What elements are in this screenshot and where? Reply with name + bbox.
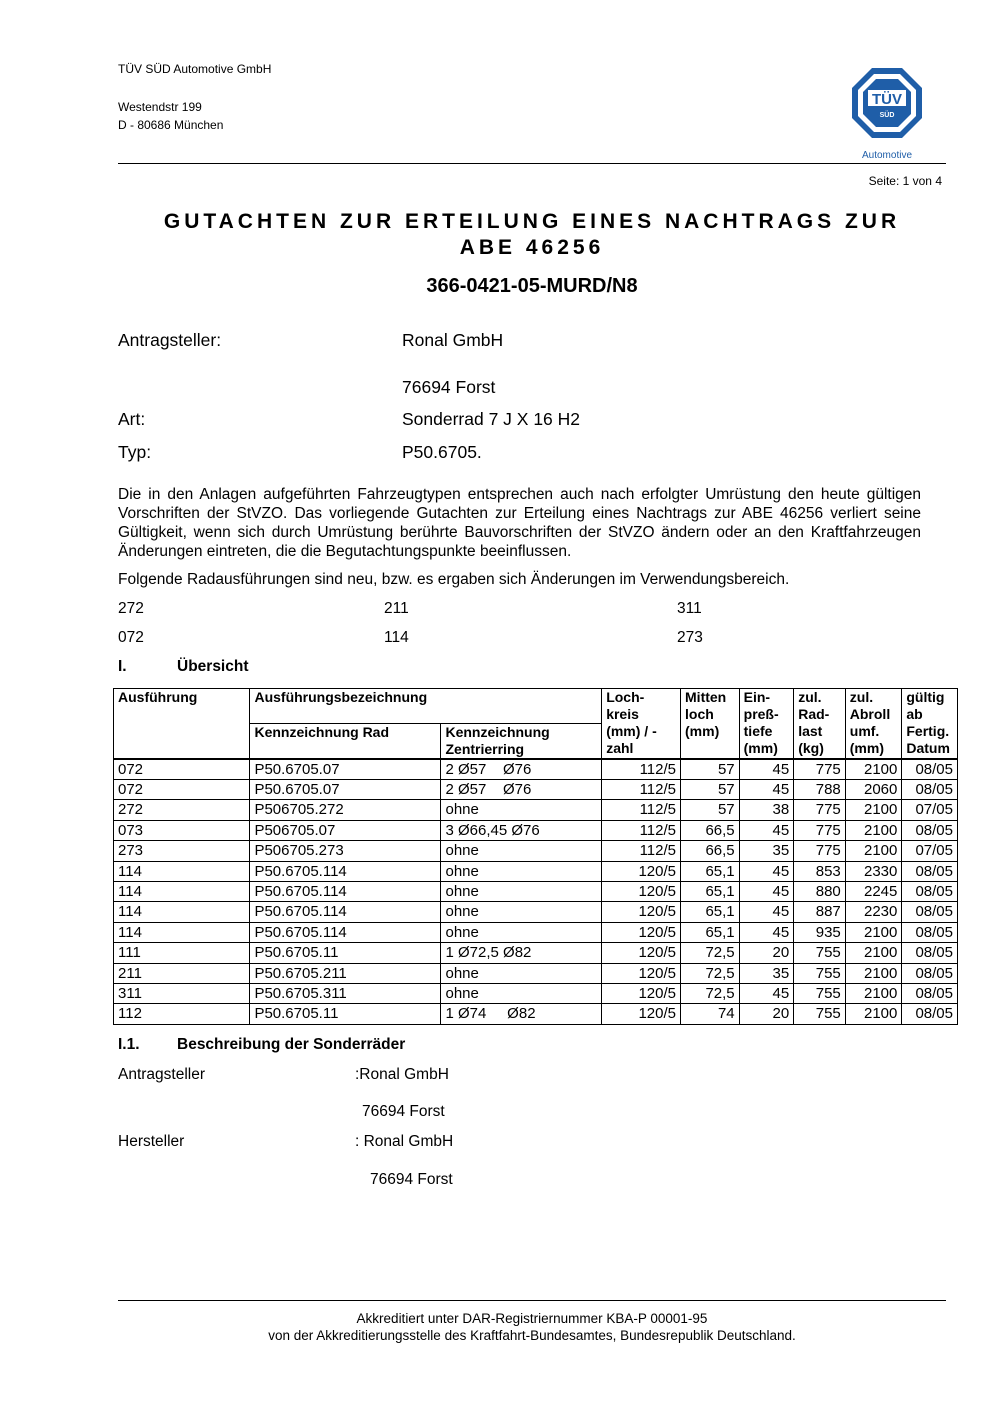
cell-kennzeichnung-zentrierring: ohne (441, 800, 602, 820)
section-1-1-number: I.1. (118, 1036, 140, 1053)
typ-value: P50.6705. (402, 442, 482, 462)
cell-kennzeichnung-zentrierring: 2 Ø57 Ø76 (441, 780, 602, 800)
cell-lochkreis: 120/5 (602, 983, 681, 1003)
cell-kennzeichnung-zentrierring: ohne (441, 861, 602, 881)
footer-divider (118, 1300, 946, 1301)
cell-mittenloch: 65,1 (681, 902, 740, 922)
cell-kennzeichnung-rad: P50.6705.114 (250, 922, 441, 942)
cell-mittenloch: 65,1 (681, 861, 740, 881)
cell-radlast: 755 (794, 963, 846, 983)
cell-abrollumfang: 2230 (845, 902, 902, 922)
table-row (114, 1004, 958, 1024)
cell-ausfuehrung: 273 (114, 841, 250, 861)
cell-radlast: 755 (794, 1004, 846, 1024)
col-header-bezeichnung: Ausführungsbezeichnung (250, 689, 602, 724)
cell-kennzeichnung-rad: P50.6705.114 (250, 881, 441, 901)
cell-radlast: 887 (794, 902, 846, 922)
company-city: D - 80686 München (118, 118, 224, 132)
cell-kennzeichnung-zentrierring: 3 Ø66,45 Ø76 (441, 820, 602, 840)
cell-gueltig: 08/05 (902, 820, 958, 840)
cell-kennzeichnung-zentrierring: ohne (441, 881, 602, 901)
cell-mittenloch: 57 (681, 759, 740, 780)
changes-value: 211 (384, 600, 409, 617)
cell-radlast: 775 (794, 800, 846, 820)
cell-gueltig: 08/05 (902, 963, 958, 983)
cell-einpresstiefe: 45 (739, 759, 794, 780)
tuev-octagon-icon (850, 66, 924, 162)
company-name: TÜV SÜD Automotive GmbH (118, 62, 272, 76)
table-row (114, 922, 958, 942)
cell-radlast: 935 (794, 922, 846, 942)
title-line-2: ABE 46256 (459, 236, 605, 259)
cell-mittenloch: 65,1 (681, 922, 740, 942)
cell-ausfuehrung: 112 (114, 1004, 250, 1024)
document-title (118, 209, 946, 261)
desc-hersteller-city: 76694 Forst (370, 1171, 453, 1188)
overview-table (113, 688, 958, 1025)
cell-lochkreis: 112/5 (602, 780, 681, 800)
cell-einpresstiefe: 45 (739, 780, 794, 800)
cell-ausfuehrung: 114 (114, 881, 250, 901)
cell-kennzeichnung-rad: P506705.273 (250, 841, 441, 861)
table-row (114, 983, 958, 1003)
cell-abrollumfang: 2245 (845, 881, 902, 901)
cell-ausfuehrung: 072 (114, 759, 250, 780)
cell-kennzeichnung-rad: P506705.272 (250, 800, 441, 820)
cell-einpresstiefe: 35 (739, 963, 794, 983)
table-row (114, 943, 958, 963)
section-1-1-title: Beschreibung der Sonderräder (177, 1036, 406, 1053)
cell-einpresstiefe: 45 (739, 922, 794, 942)
cell-kennzeichnung-rad: P50.6705.11 (250, 1004, 441, 1024)
cell-ausfuehrung: 072 (114, 780, 250, 800)
changes-value: 272 (118, 600, 144, 617)
cell-kennzeichnung-zentrierring: 2 Ø57 Ø76 (441, 759, 602, 780)
col-header-kennzeichnung-zentrierring: Kennzeichnung Zentrierring (441, 724, 602, 760)
cell-kennzeichnung-rad: P50.6705.07 (250, 759, 441, 780)
desc-antragsteller-label: Antragsteller (118, 1066, 206, 1083)
cell-kennzeichnung-zentrierring: ohne (441, 902, 602, 922)
cell-radlast: 853 (794, 861, 846, 881)
cell-einpresstiefe: 45 (739, 983, 794, 1003)
cell-radlast: 788 (794, 780, 846, 800)
page-indicator: Seite: 1 von 4 (868, 174, 942, 188)
col-header-gueltig: gültig ab Fertig. Datum (902, 689, 958, 760)
cell-einpresstiefe: 20 (739, 943, 794, 963)
cell-ausfuehrung: 272 (114, 800, 250, 820)
col-header-einpresstiefe: Ein- preß- tiefe (mm) (739, 689, 794, 760)
cell-gueltig: 08/05 (902, 759, 958, 780)
changes-value: 072 (118, 629, 144, 646)
cell-abrollumfang: 2100 (845, 759, 902, 780)
cell-lochkreis: 120/5 (602, 1004, 681, 1024)
cell-kennzeichnung-rad: P50.6705.07 (250, 780, 441, 800)
cell-lochkreis: 120/5 (602, 963, 681, 983)
cell-kennzeichnung-zentrierring: 1 Ø72,5 Ø82 (441, 943, 602, 963)
cell-gueltig: 08/05 (902, 861, 958, 881)
cell-abrollumfang: 2060 (845, 780, 902, 800)
cell-einpresstiefe: 45 (739, 881, 794, 901)
cell-kennzeichnung-rad: P50.6705.114 (250, 861, 441, 881)
col-header-ausfuehrung: Ausführung (114, 689, 250, 760)
cell-radlast: 755 (794, 943, 846, 963)
desc-antragsteller-value: :Ronal GmbH (355, 1066, 449, 1083)
cell-einpresstiefe: 45 (739, 902, 794, 922)
cell-gueltig: 08/05 (902, 922, 958, 942)
cell-kennzeichnung-zentrierring: ohne (441, 983, 602, 1003)
cell-radlast: 775 (794, 759, 846, 780)
cell-ausfuehrung: 114 (114, 902, 250, 922)
cell-radlast: 775 (794, 841, 846, 861)
cell-kennzeichnung-zentrierring: 1 Ø74 Ø82 (441, 1004, 602, 1024)
cell-lochkreis: 112/5 (602, 820, 681, 840)
cell-mittenloch: 74 (681, 1004, 740, 1024)
cell-ausfuehrung: 073 (114, 820, 250, 840)
title-line-1: GUTACHTEN ZUR ERTEILUNG EINES NACHTRAGS ZUR (163, 210, 901, 233)
art-value: Sonderrad 7 J X 16 H2 (402, 409, 581, 429)
table-row (114, 759, 958, 780)
applicant-name: Ronal GmbH (402, 330, 504, 350)
cell-mittenloch: 72,5 (681, 983, 740, 1003)
cell-abrollumfang: 2100 (845, 963, 902, 983)
cell-kennzeichnung-rad: P50.6705.311 (250, 983, 441, 1003)
cell-mittenloch: 66,5 (681, 820, 740, 840)
col-header-radlast: zul. Rad- last (kg) (794, 689, 846, 760)
cell-lochkreis: 112/5 (602, 759, 681, 780)
cell-einpresstiefe: 45 (739, 861, 794, 881)
cell-mittenloch: 57 (681, 800, 740, 820)
col-header-abrollumfang: zul. Abroll umf. (mm) (845, 689, 902, 760)
changes-intro: Folgende Radausführungen sind neu, bzw. es ergaben sich Änderungen im Verwendungsbereich. (118, 571, 790, 588)
applicant-label: Antragsteller: (118, 330, 222, 350)
desc-hersteller-label: Hersteller (118, 1133, 185, 1150)
cell-gueltig: 08/05 (902, 780, 958, 800)
cell-abrollumfang: 2100 (845, 922, 902, 942)
cell-einpresstiefe: 38 (739, 800, 794, 820)
cell-gueltig: 08/05 (902, 983, 958, 1003)
cell-kennzeichnung-rad: P50.6705.114 (250, 902, 441, 922)
cell-kennzeichnung-zentrierring: ohne (441, 922, 602, 942)
table-row (114, 902, 958, 922)
cell-ausfuehrung: 311 (114, 983, 250, 1003)
cell-ausfuehrung: 211 (114, 963, 250, 983)
cell-mittenloch: 66,5 (681, 841, 740, 861)
cell-ausfuehrung: 114 (114, 861, 250, 881)
footer-line-1: Akkreditiert unter DAR-Registriernummer KBA-P 00001-95 (356, 1311, 708, 1326)
cell-gueltig: 08/05 (902, 943, 958, 963)
cell-abrollumfang: 2100 (845, 983, 902, 1003)
section-1-title: Übersicht (177, 658, 249, 675)
header-divider (118, 163, 946, 164)
cell-abrollumfang: 2100 (845, 841, 902, 861)
cell-lochkreis: 120/5 (602, 861, 681, 881)
cell-lochkreis: 112/5 (602, 841, 681, 861)
cell-abrollumfang: 2100 (845, 820, 902, 840)
table-row (114, 861, 958, 881)
cell-mittenloch: 57 (681, 780, 740, 800)
cell-einpresstiefe: 35 (739, 841, 794, 861)
company-street: Westendstr 199 (118, 100, 202, 114)
logo-text-main: TÜV (872, 91, 902, 108)
table-row (114, 841, 958, 861)
col-header-kennzeichnung-rad: Kennzeichnung Rad (250, 724, 441, 760)
cell-lochkreis: 112/5 (602, 800, 681, 820)
table-row (114, 963, 958, 983)
col-header-mittenloch: Mitten loch (mm) (681, 689, 740, 760)
cell-kennzeichnung-rad: P50.6705.211 (250, 963, 441, 983)
typ-label: Typ: (118, 442, 152, 462)
desc-antragsteller-city: 76694 Forst (362, 1103, 445, 1120)
cell-radlast: 775 (794, 820, 846, 840)
cell-kennzeichnung-rad: P506705.07 (250, 820, 441, 840)
cell-mittenloch: 72,5 (681, 943, 740, 963)
changes-value: 273 (677, 629, 703, 646)
intro-paragraph: Die in den Anlagen aufgeführten Fahrzeugtypen entsprechen auch nach erfolgter Umrüstung den heute gültigen Vorschriften der StVZO. Das vorliegende Gutachten zur Erteilung eines Nachtrags zur ABE 46256 verliert seine Gültigkeit, wenn sich durch Umrüstung berührte Bauvorschriften der StVZO ändern oder an den Kraftfahrzeugen Änderungen eintreten, die die Begutachtungspunkte beeinflussen. (118, 486, 921, 560)
cell-abrollumfang: 2100 (845, 943, 902, 963)
desc-hersteller-value: : Ronal GmbH (355, 1133, 454, 1150)
applicant-city: 76694 Forst (402, 377, 496, 397)
section-1-number: I. (118, 658, 127, 675)
cell-einpresstiefe: 20 (739, 1004, 794, 1024)
cell-gueltig: 08/05 (902, 902, 958, 922)
cell-lochkreis: 120/5 (602, 902, 681, 922)
changes-value: 311 (677, 600, 702, 617)
cell-einpresstiefe: 45 (739, 820, 794, 840)
tuev-logo (850, 66, 924, 162)
cell-mittenloch: 65,1 (681, 881, 740, 901)
cell-ausfuehrung: 111 (114, 943, 250, 963)
cell-abrollumfang: 2100 (845, 1004, 902, 1024)
cell-gueltig: 07/05 (902, 800, 958, 820)
footer-line-2: von der Akkreditierungsstelle des Kraftfahrt-Bundesamtes, Bundesrepublik Deutschland. (268, 1328, 796, 1343)
logo-caption: Automotive (861, 150, 913, 161)
cell-lochkreis: 120/5 (602, 922, 681, 942)
cell-gueltig: 08/05 (902, 881, 958, 901)
cell-kennzeichnung-rad: P50.6705.11 (250, 943, 441, 963)
table-row (114, 820, 958, 840)
logo-text-sub: SÜD (879, 112, 895, 119)
cell-abrollumfang: 2330 (845, 861, 902, 881)
document-number: 366-0421-05-MURD/N8 (426, 275, 638, 297)
table-row (114, 800, 958, 820)
cell-ausfuehrung: 114 (114, 922, 250, 942)
cell-abrollumfang: 2100 (845, 800, 902, 820)
cell-radlast: 880 (794, 881, 846, 901)
cell-kennzeichnung-zentrierring: ohne (441, 841, 602, 861)
col-header-lochkreis: Loch- kreis (mm) / -zahl (602, 689, 681, 760)
cell-gueltig: 07/05 (902, 841, 958, 861)
cell-lochkreis: 120/5 (602, 881, 681, 901)
cell-radlast: 755 (794, 983, 846, 1003)
table-row (114, 881, 958, 901)
cell-kennzeichnung-zentrierring: ohne (441, 963, 602, 983)
overview-table-body (114, 759, 958, 1024)
art-label: Art: (118, 409, 146, 429)
cell-gueltig: 08/05 (902, 1004, 958, 1024)
cell-lochkreis: 120/5 (602, 943, 681, 963)
table-row (114, 780, 958, 800)
changes-value: 114 (384, 629, 409, 646)
cell-mittenloch: 72,5 (681, 963, 740, 983)
